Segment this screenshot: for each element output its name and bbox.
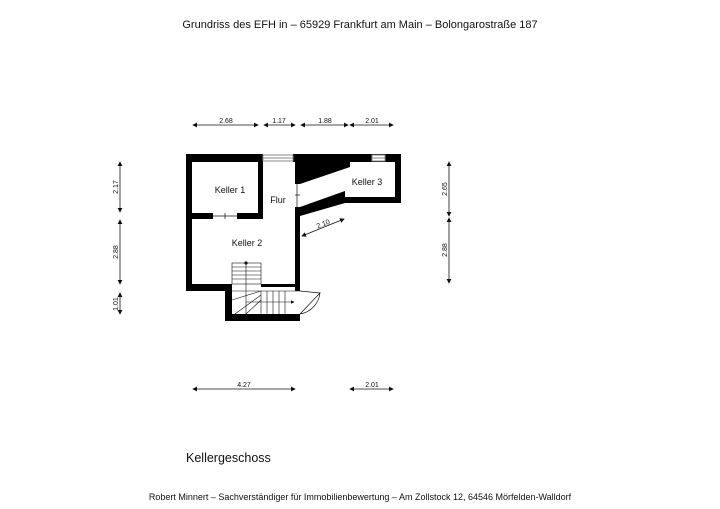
room-keller3: Keller 3 xyxy=(351,177,383,187)
dim-top-2: 1.17 xyxy=(272,118,286,125)
footer-text: Robert Minnert – Sachverständiger für Immobilienbewertung – Am Zollstock 12, 64546 Mörfelden-Walldorf xyxy=(148,492,572,502)
dim-top-4: 2.01 xyxy=(365,118,379,125)
room-flur: Flur xyxy=(270,195,286,205)
dim-bottom-2: 2.01 xyxy=(365,382,379,389)
dim-diagonal: 2.10 xyxy=(315,218,332,231)
dim-right-2: 2.88 xyxy=(442,243,449,257)
plan-title: Grundriss des EFH in – 65929 Frankfurt am Main – Bolongarostraße 187 xyxy=(182,19,538,31)
dim-left-1: 2.17 xyxy=(113,180,120,194)
dim-left-3: 1.01 xyxy=(113,297,120,311)
room-keller2: Keller 2 xyxy=(231,238,263,248)
dim-right-1: 2.65 xyxy=(442,182,449,196)
room-keller1: Keller 1 xyxy=(214,185,246,195)
dim-bottom-1: 4.27 xyxy=(237,382,251,389)
dim-left-2: 2.88 xyxy=(113,245,120,259)
dim-top-3: 1.88 xyxy=(318,118,332,125)
floor-label: Kellergeschoss xyxy=(186,451,271,465)
stairs xyxy=(232,262,300,314)
dim-top-1: 2.68 xyxy=(219,118,233,125)
